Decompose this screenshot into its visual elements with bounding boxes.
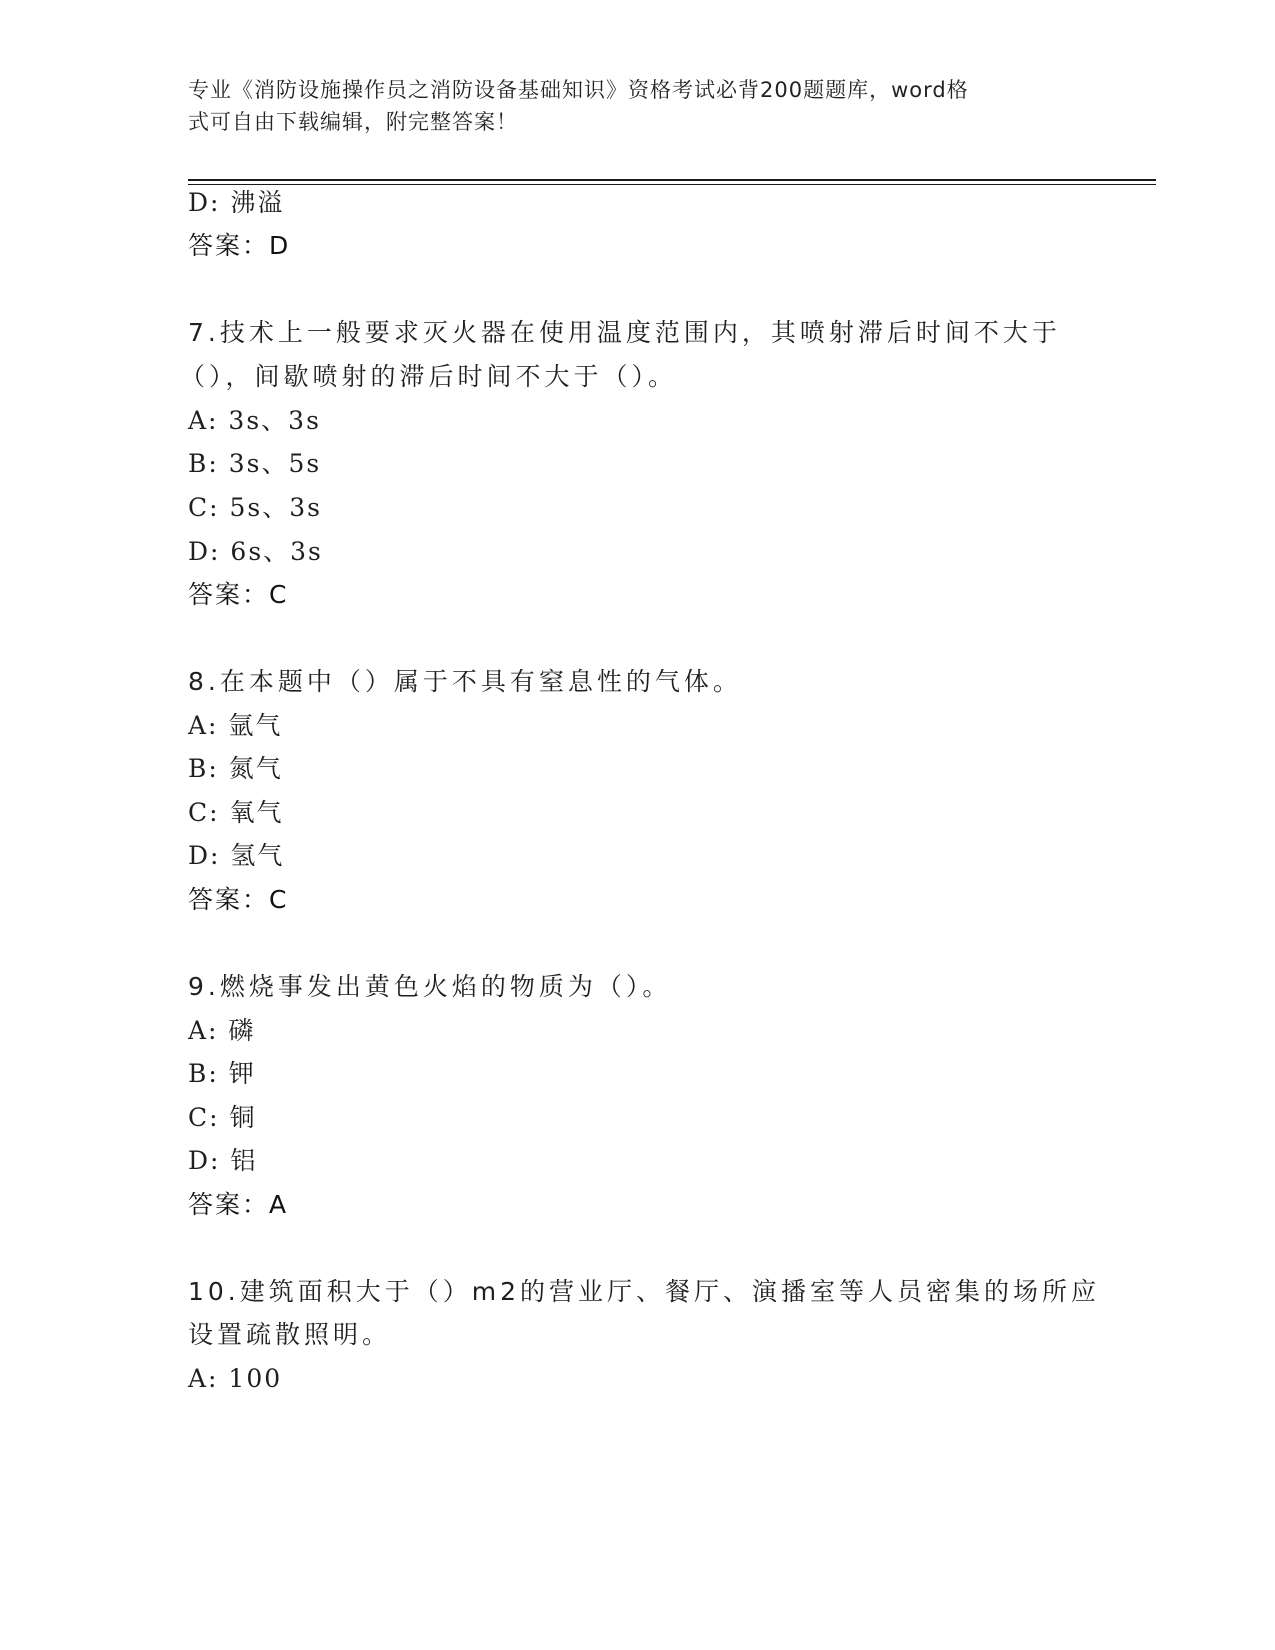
question-10-text-line-1: 10.建筑面积大于（）m2的营业厅、餐厅、演播室等人员密集的场所应 xyxy=(188,1277,1101,1306)
question-7-answer: 答案：C xyxy=(188,580,289,609)
question-8-option-a: A: 氩气 xyxy=(188,711,283,740)
question-9-answer: 答案：A xyxy=(188,1190,289,1219)
question-9-text: 9.燃烧事发出黄色火焰的物质为（）。 xyxy=(188,972,672,1001)
question-9-option-d: D: 铝 xyxy=(188,1146,258,1175)
question-8-option-d: D: 氢气 xyxy=(188,841,285,870)
question-9-option-b: B: 钾 xyxy=(188,1059,256,1088)
header-line-1: 专业《消防设施操作员之消防设备基础知识》资格考试必背200题题库，word格 xyxy=(188,78,969,102)
question-7-option-b: B: 3s、5s xyxy=(188,449,322,478)
question-10-text-line-2: 设置疏散照明。 xyxy=(188,1320,392,1349)
question-9-option-c: C: 铜 xyxy=(188,1103,257,1132)
question-10-option-a: A: 100 xyxy=(188,1364,283,1393)
question-7-text-line-2: （），间歇喷射的滞后时间不大于（）。 xyxy=(180,362,678,391)
header-divider-thick xyxy=(188,179,1156,181)
question-8-option-c: C: 氧气 xyxy=(188,798,284,827)
header-divider-thin xyxy=(188,184,1156,185)
question-8-option-b: B: 氮气 xyxy=(188,754,283,783)
question-7-option-d: D: 6s、3s xyxy=(188,537,323,566)
question-8-answer: 答案：C xyxy=(188,885,289,914)
prev-answer: 答案：D xyxy=(188,231,291,260)
page-header xyxy=(188,74,1088,138)
question-8-text: 8.在本题中（）属于不具有窒息性的气体。 xyxy=(188,667,742,696)
question-7-text-line-1: 7.技术上一般要求灭火器在使用温度范围内，其喷射滞后时间不大于 xyxy=(188,318,1061,347)
question-9-option-a: A: 磷 xyxy=(188,1016,256,1045)
header-line-2: 式可自由下载编辑，附完整答案！ xyxy=(188,110,518,134)
question-7-option-c: C: 5s、3s xyxy=(188,493,322,522)
question-7-option-a: A: 3s、3s xyxy=(188,406,321,435)
prev-option-d: D: 沸溢 xyxy=(188,188,285,217)
